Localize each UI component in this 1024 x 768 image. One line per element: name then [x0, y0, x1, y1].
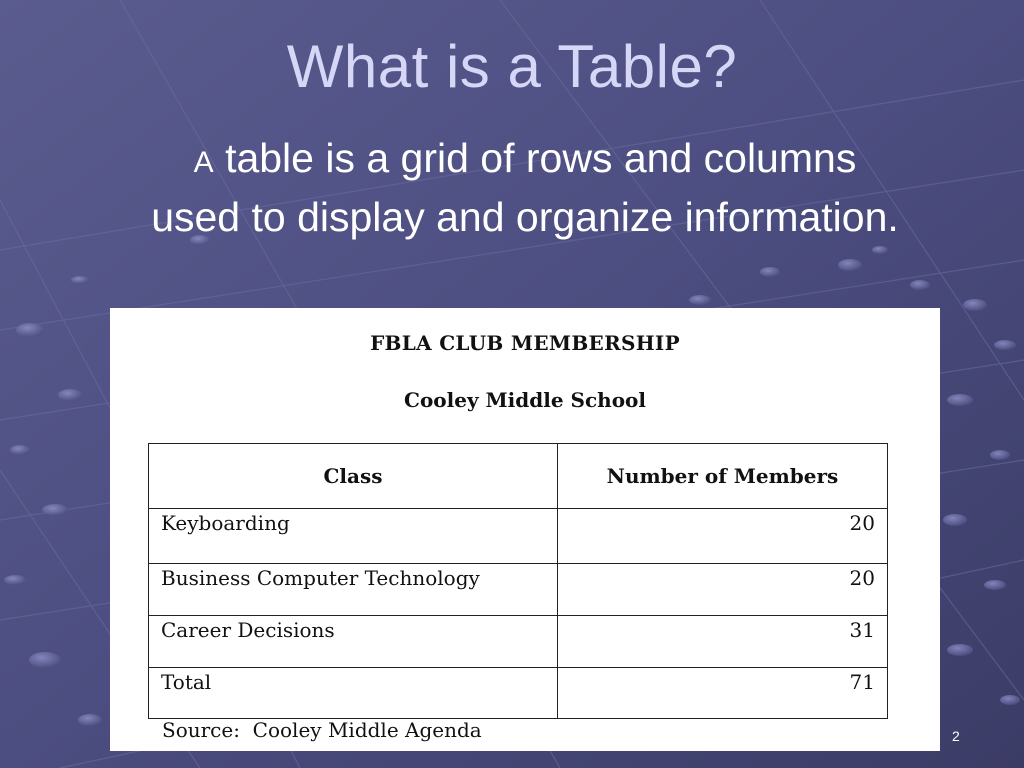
- members-cell: 31: [558, 616, 888, 668]
- members-cell: 20: [558, 564, 888, 616]
- table-row: [149, 509, 888, 564]
- membership-table: [148, 443, 888, 719]
- table-row-total: [149, 668, 888, 719]
- slide-body-text: [150, 131, 900, 244]
- members-cell: 20: [558, 509, 888, 564]
- class-cell: Business Computer Technology: [149, 564, 558, 616]
- class-cell: Career Decisions: [149, 616, 558, 668]
- slide-number: 2: [952, 728, 960, 744]
- slide-title: What is a Table?: [286, 33, 738, 100]
- document-title: FBLA CLUB MEMBERSHIP: [370, 331, 680, 355]
- class-cell: Total: [149, 668, 558, 719]
- class-cell: Keyboarding: [149, 509, 558, 564]
- column-header-class: Class: [149, 444, 558, 509]
- members-cell: 71: [558, 668, 888, 719]
- column-header-members: Number of Members: [558, 444, 888, 509]
- table-row: [149, 564, 888, 616]
- body-lead-letter: A: [193, 146, 214, 179]
- document-source-note: Source: Cooley Middle Agenda: [162, 718, 482, 742]
- body-text: table is a grid of rows and columns used to display and organize information.: [151, 135, 899, 240]
- embedded-document-image: [110, 308, 940, 751]
- document-subtitle: Cooley Middle School: [404, 388, 646, 412]
- table-header-row: [149, 444, 888, 509]
- table-row: [149, 616, 888, 668]
